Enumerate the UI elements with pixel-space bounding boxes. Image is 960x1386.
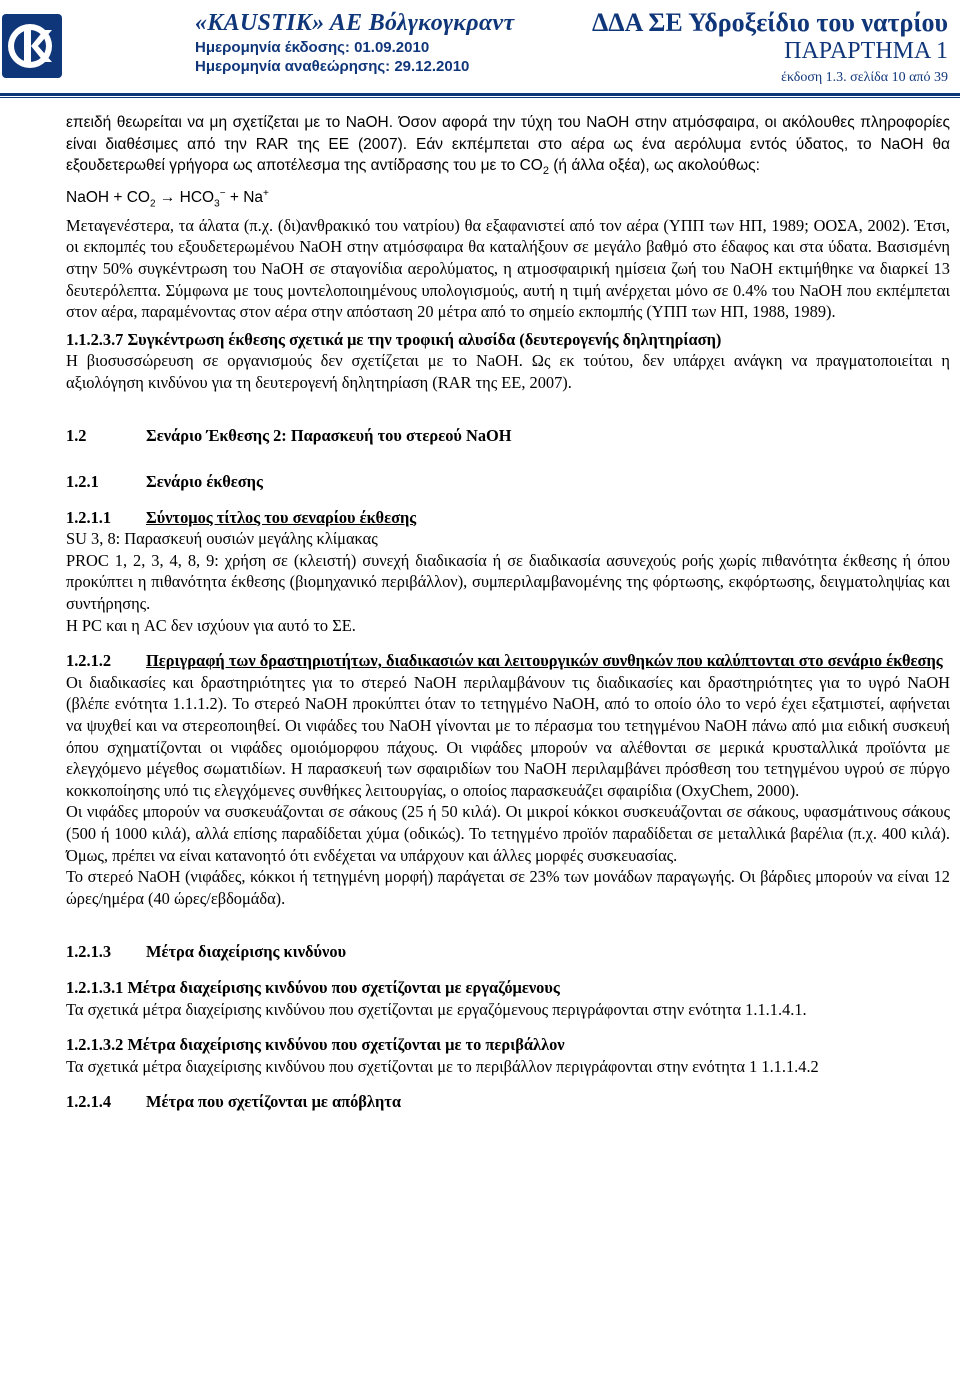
document-body (66, 112, 950, 1113)
issue-date: Ημερομηνία έκδοσης: 01.09.2010 (195, 39, 430, 56)
arrow-icon: → (159, 189, 176, 207)
paragraph-production-share: Το στερεό NaOH (νιφάδες, κόκκοι ή τετηγμένη μορφή) παράγεται σε 23% των μονάδων παραγωγής. Οι βάρδιες μπορούν να είναι 12 ώρες/ημέρα (40 ώρες/εβδομάδα). (66, 867, 950, 908)
paragraph-atmosphere: επειδή θεωρείται να μη σχετίζεται με το NaOH. Όσον αφορά την τύχη του NaOH στην ατμόσφαιρα, οι ακόλουθες πληροφορίες είναι διαθέσιμες από την RAR της ΕΕ (2007). Εάν εκπέμπεται στο αέρα ως ένα αερόλυμα εντός ύδατος, το NaOH θα εξουδετερωθεί γρήγορα ως αποτέλεσμα της αντίδρασης του με το $CO_2$ (ή άλλα οξέα), ως ακολούθως: (66, 114, 950, 178)
heading-1-2-1-4: 1.2.1.4 Μέτρα που σχετίζονται με απόβλητα (66, 1092, 401, 1112)
su-line: SU 3, 8: Παρασκευή ουσιών μεγάλης κλίμακας (66, 529, 378, 549)
pc-ac-line: Η PC και η AC δεν ισχύουν για αυτό το ΣΕ. (66, 615, 356, 635)
document-title: ΔΔΑ ΣΕ Υδροξείδιο του νατρίου (591, 8, 948, 37)
header-company-block (195, 8, 514, 76)
paragraph-environment-rmm: Τα σχετικά μέτρα διαχείρισης κινδύνου που σχετίζονται με το περιβάλλον περιγράφονται στην ενότητα 1 1.1.1.4.2 (66, 1056, 819, 1076)
annex-label: ΠΑΡΑΡΤΗΜΑ 1 (784, 38, 948, 64)
reaction-equation: NaOH + $CO_2 \to HCO_3^- + Na^+$ (66, 187, 269, 210)
heading-1-1-2-3-7: 1.1.2.3.7 Συγκέντρωση έκθεσης σχετικά με την τροφική αλυσίδα (δευτερογενής δηλητηρίαση) (66, 329, 722, 349)
header-divider (0, 93, 960, 96)
heading-1-2-1-3: 1.2.1.3 Μέτρα διαχείρισης κινδύνου (66, 942, 347, 962)
heading-1-2: 1.2 Σενάριο Έκθεσης 2: Παρασκευή του στερεού NaOH (66, 426, 512, 446)
company-name: «KAUSTIK» AE Βόλγκογκραντ (195, 10, 515, 36)
paragraph-solid-naoh: Οι διαδικασίες και δραστηριότητες για το στερεό NaOH περιλαμβάνουν τις διαδικασίες και δραστηριότητες για το υγρό NaOH (βλέπε ενότητα 1.1.1.2). Το στερεό NaOH προκύπτει όταν το τετηγμένο NaOH, από το οποίο όλο το νερό έχει εξατμιστεί, αφήνεται να ψυχθεί και να στερεοποιηθεί. Οι νιφάδες του NaOH γίνονται με το πέρασμα του τετηγμένου NaOH πάνω από μια ειδική συσκευή όπου σχηματίζονται οι νιφάδες ομοιόμορφου πάχους. Οι νιφάδες μπορούν να αλέθονται σε μερικά κρυσταλλικά προϊόντα με ελεγχόμενο μέγεθος σωματιδίων. Η παρασκευή των σφαιριδίων του NaOH περιλαμβάνει πρόσθεση του τετηγμένου υγρού σε πύργο κοκκοποίησης υπό τις ελεγχόμενες συνθήκες λειτουργίας, ο οποίος παρασκευάζει σφαιρίδια (OxyChem, 2000). (66, 672, 950, 800)
paragraph-workers-rmm: Τα σχετικά μέτρα διαχείρισης κινδύνου που σχετίζονται με εργαζόμενους περιγράφονται στην ενότητα 1.1.1.4.1. (66, 999, 807, 1019)
header-document-block (592, 8, 948, 87)
heading-1-2-1-1: 1.2.1.1 Σύντομος τίτλος του σεναρίου έκθεσης (66, 507, 417, 527)
paragraph-packaging: Οι νιφάδες μπορούν να συσκευάζονται σε σάκους (25 ή 50 κιλά). Οι μικροί κόκκοι συσκευάζονται σε σάκους, υφασμάτινους σάκους (500 ή 1000 κιλά), αλλά επίσης παραδίδεται χύμα (οδικώς). Το τετηγμένο προϊόν παραδίδεται σε μεταλλικά βαρέλια (π.χ. 400 κιλά). Όμως, πρέπει να είναι κατανοητό ότι ενδέχεται να υπάρχουν και άλλες μορφές συσκευασίας. (66, 802, 950, 865)
page-header (0, 0, 960, 98)
heading-1-2-1-3-1: 1.2.1.3.1 Μέτρα διαχείρισης κινδύνου που σχετίζονται με εργαζόμενους (66, 977, 560, 997)
heading-1-2-1: 1.2.1 Σενάριο έκθεσης (66, 472, 263, 492)
heading-1-2-1-2: 1.2.1.2 Περιγραφή των δραστηριοτήτων, διαδικασιών και λειτουργικών συνθηκών που καλύπτονται στο σενάριο έκθεσης (66, 651, 943, 671)
proc-line: PROC 1, 2, 3, 4, 8, 9: χρήση σε (κλειστή) συνεχή διαδικασία ή σε διαδικασία ασυνεχούς ροής χωρίς πιθανότητα έκθεσης ή όπου προκύπτει η πιθανότητα έκθεσης (βιομηχανικό περιβάλλον), συμπεριλαμβανομένης της φόρτωσης, εκφόρτωσης, δειγματοληψίας και συντήρησης. (66, 550, 950, 614)
page-info: έκδοση 1.3. σελίδα 10 από 39 (781, 70, 948, 85)
kaustik-logo-icon (0, 0, 66, 92)
paragraph-salts: Μεταγενέστερα, τα άλατα (π.χ. (δι)ανθρακικό του νατρίου) θα εξαφανιστεί από τον αέρα (ΥΠΠ των ΗΠ, 1989; ΟΟΣΑ, 2002). Έτσι, οι εκπομπές του εξουδετερωμένου NaOH στην ατμόσφαιρα θα καταλήξουν σε μεγάλο βαθμό στο έδαφος και στα ύδατα. Βασισμένη στην 50% συγκέντρωση του NaOH σε σταγονίδια αερολύματος, η ατμοσφαιρική ημίσεια ζωή του NaOH εκτιμήθηκε να διαρκεί 13 δευτερόλεπτα. Σύμφωνα με τους μοντελοποιημένους υπολογισμούς, αυτή η τιμή ανέρχεται μόνο σε 0.4% του NaOH που εκπέμπεται στον αέρα, παραμένοντας στον αέρα στην απόσταση 20 μέτρα από το σημείο εκπομπής (ΥΠΠ των ΗΠ, 1988, 1989). (66, 215, 950, 322)
header-divider-thin (0, 97, 960, 98)
heading-1-2-1-3-2: 1.2.1.3.2 Μέτρα διαχείρισης κινδύνου που σχετίζονται με το περιβάλλον (66, 1035, 565, 1055)
revision-date: Ημερομηνία αναθεώρησης: 29.12.2010 (195, 58, 470, 75)
paragraph-bioaccumulation: Η βιοσυσσώρευση σε οργανισμούς δεν σχετίζεται με το NaOH. Ως εκ τούτου, δεν υπάρχει ανάγκη να πραγματοποιείται η αξιολόγηση κινδύνου για τη δευτερογενή δηλητηρίαση (RAR της ΕΕ, 2007). (66, 351, 950, 392)
